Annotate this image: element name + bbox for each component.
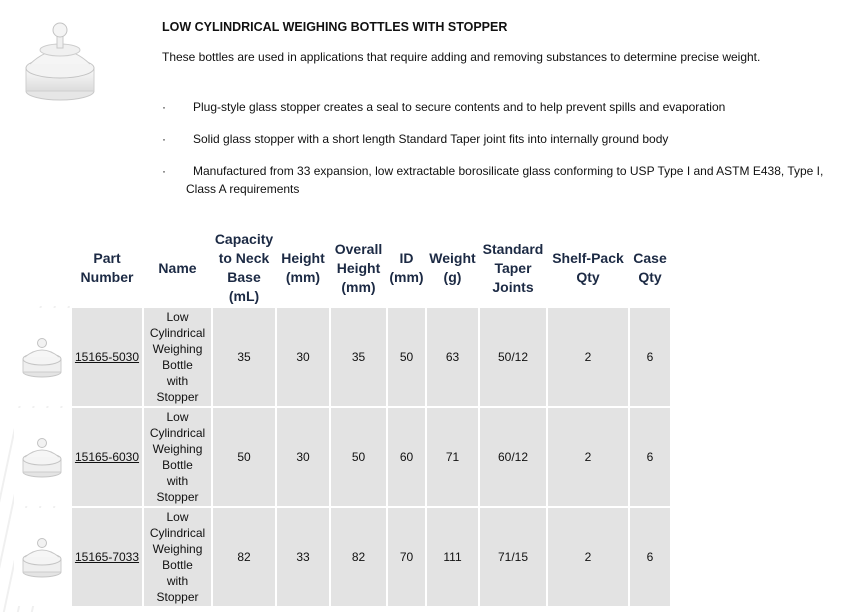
name-cell: Low Cylindrical Weighing Bottle with Stopper	[144, 408, 211, 506]
case-qty-cell: 6	[630, 508, 670, 606]
table-header-row	[14, 230, 670, 306]
header-shelf-pack: Shelf-Pack Qty	[548, 230, 628, 306]
bullet-mark: ·	[162, 164, 166, 178]
product-description: These bottles are used in applications that require adding and removing substances to determine precise weight.	[162, 50, 761, 64]
header-weight: Weight (g)	[427, 230, 478, 306]
page-title: LOW CYLINDRICAL WEIGHING BOTTLES WITH STOPPER	[162, 20, 508, 34]
weight-cell: 111	[427, 508, 478, 606]
part-number-cell	[72, 508, 142, 606]
capacity-cell: 82	[213, 508, 275, 606]
name-cell: Low Cylindrical Weighing Bottle with Stopper	[144, 508, 211, 606]
feature-item	[162, 162, 842, 198]
capacity-cell: 35	[213, 308, 275, 406]
bottle-thumbnail-icon	[21, 435, 63, 479]
shelf-pack-cell: 2	[548, 308, 628, 406]
header-image	[14, 230, 70, 306]
overall-height-cell: 82	[331, 508, 386, 606]
product-image	[24, 18, 96, 104]
capacity-cell: 50	[213, 408, 275, 506]
row-thumbnail	[14, 408, 70, 506]
header-case-qty: Case Qty	[630, 230, 670, 306]
part-number-cell	[72, 308, 142, 406]
height-cell: 30	[277, 408, 329, 506]
header-height: Height (mm)	[277, 230, 329, 306]
header-name: Name	[144, 230, 211, 306]
feature-text: Solid glass stopper with a short length Standard Taper joint fits into internally ground body	[193, 132, 669, 146]
height-cell: 30	[277, 308, 329, 406]
case-qty-cell: 6	[630, 408, 670, 506]
case-qty-cell: 6	[630, 308, 670, 406]
feature-text: Manufactured from 33 expansion, low extractable borosilicate glass conforming to USP Type I and ASTM E438, Type I, Class A requirements	[186, 164, 824, 196]
part-number-link[interactable]: 15165-6030	[74, 450, 140, 464]
shelf-pack-cell: 2	[548, 408, 628, 506]
weight-cell: 71	[427, 408, 478, 506]
part-number-link[interactable]: 15165-5030	[74, 350, 140, 364]
id-cell: 50	[388, 308, 425, 406]
bullet-mark: ·	[162, 100, 166, 114]
header-part-number: Part Number	[72, 230, 142, 306]
id-cell: 60	[388, 408, 425, 506]
feature-item	[162, 130, 842, 148]
header-taper: Standard Taper Joints	[480, 230, 546, 306]
part-number-link[interactable]: 15165-7033	[74, 550, 140, 564]
shelf-pack-cell: 2	[548, 508, 628, 606]
header-id: ID (mm)	[388, 230, 425, 306]
header-overall-height: Overall Height (mm)	[331, 230, 386, 306]
feature-list	[162, 98, 842, 212]
bottle-thumbnail-icon	[21, 535, 63, 579]
overall-height-cell: 50	[331, 408, 386, 506]
row-thumbnail	[14, 308, 70, 406]
bullet-mark: ·	[162, 132, 166, 146]
part-number-cell	[72, 408, 142, 506]
header-capacity: Capacity to Neck Base (mL)	[214, 231, 274, 304]
name-cell: Low Cylindrical Weighing Bottle with Stopper	[144, 308, 211, 406]
table-row	[14, 508, 670, 606]
height-cell: 33	[277, 508, 329, 606]
feature-text: Plug-style glass stopper creates a seal to secure contents and to help prevent spills and evaporation	[193, 100, 726, 114]
weight-cell: 63	[427, 308, 478, 406]
table-row	[14, 408, 670, 506]
overall-height-cell: 35	[331, 308, 386, 406]
taper-cell: 50/12	[480, 308, 546, 406]
product-table	[12, 228, 672, 608]
id-cell: 70	[388, 508, 425, 606]
table-row	[14, 308, 670, 406]
taper-cell: 60/12	[480, 408, 546, 506]
row-thumbnail	[14, 508, 70, 606]
feature-item	[162, 98, 842, 116]
bottle-thumbnail-icon	[21, 335, 63, 379]
taper-cell: 71/15	[480, 508, 546, 606]
